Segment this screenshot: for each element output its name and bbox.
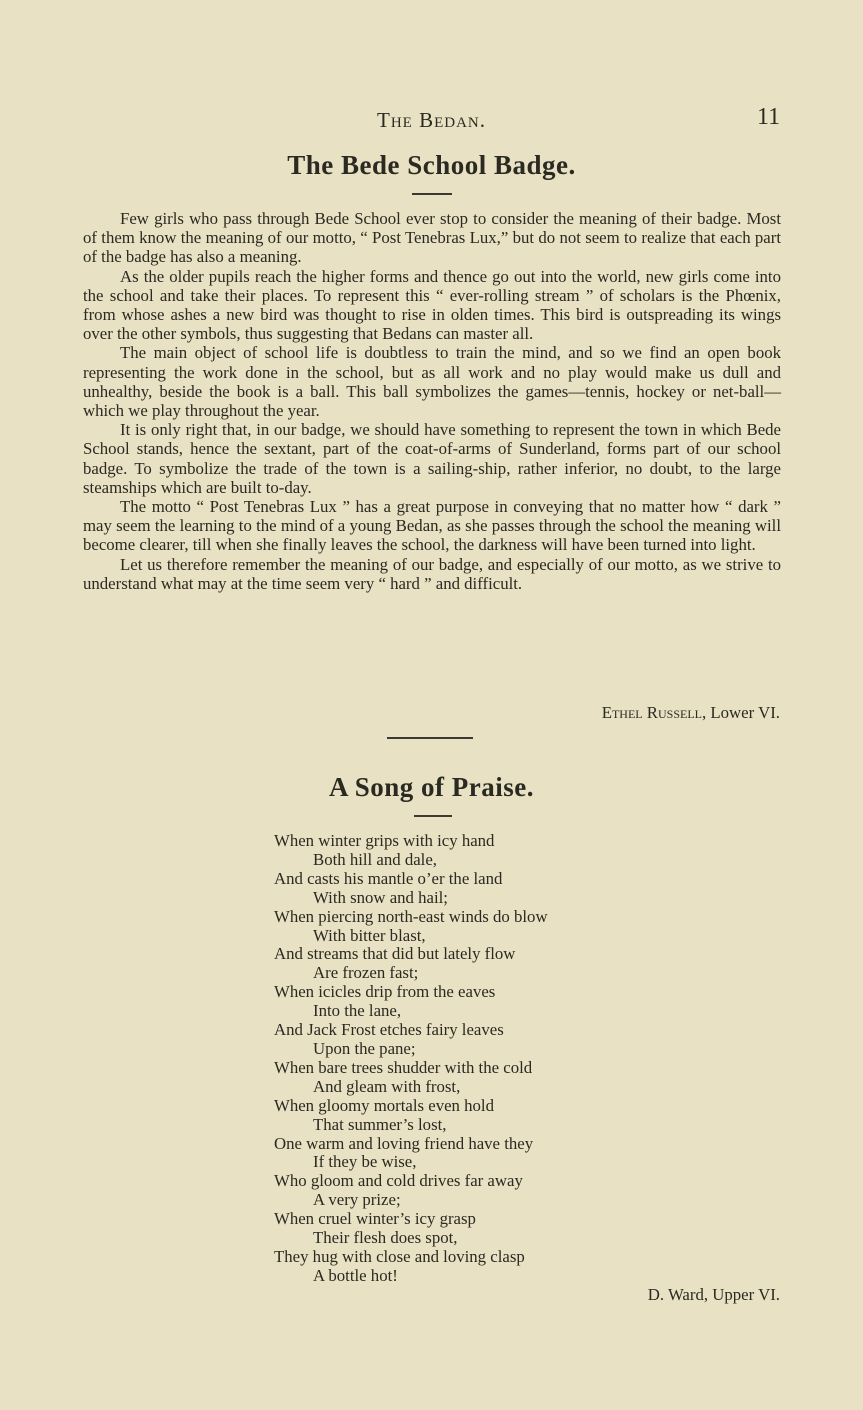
poem-line: When piercing north-east winds do blow	[274, 906, 548, 926]
essay-paragraph: As the older pupils reach the higher forms and thence go out into the world, new girls come into the school and take their places. To represent this “ ever-rolling stream ” of scholars is the Phœnix, from whose ashes a new bird was thought to rise in olden times. This bird is outspreading its wings over the other symbols, thus suggesting that Bedans can master all.	[83, 266, 781, 344]
poem-line: When cruel winter’s icy grasp	[274, 1209, 476, 1229]
poem-line: One warm and loving friend have they	[274, 1133, 534, 1153]
essay-paragraph: It is only right that, in our badge, we should have something to represent the town in which Bede School stands, hence the sextant, part of the coat-of-arms of Sunderland, forms part of our school badge. To symbolize the trade of the town is a sailing-ship, rather inferior, no doubt, to the large steamships which are built to-day.	[83, 420, 781, 497]
poem-line: That summer’s lost,	[313, 1114, 447, 1134]
poem	[274, 832, 794, 1286]
section-divider	[387, 737, 473, 739]
poem-line: And streams that did but lately flow	[274, 944, 516, 964]
poem-line: When bare trees shudder with the cold	[274, 1057, 533, 1077]
poem-line: A very prize;	[313, 1190, 401, 1210]
poem-line: Both hill and dale,	[313, 849, 437, 869]
essay-paragraph: Few girls who pass through Bede School ever stop to consider the meaning of their badge. Most of them know the meaning of our motto, “ Post Tenebras Lux,” but do not seem to realize that each part of the badge has also a meaning.	[83, 209, 781, 267]
running-head: The Bedan.	[377, 108, 486, 132]
poem-line: When winter grips with icy hand	[274, 831, 495, 850]
poem-line: They hug with close and loving clasp	[274, 1246, 525, 1266]
essay-signature	[0, 703, 780, 723]
author-form: , Lower VI.	[702, 703, 780, 722]
poem-line: When icicles drip from the eaves	[274, 982, 496, 1002]
title-rule	[414, 815, 452, 817]
essay-paragraph: The motto “ Post Tenebras Lux ” has a great purpose in conveying that no matter how “ dark ” may seem the learning to the mind of a young Bedan, as she passes through the school the meaning will become clearer, till when she finally leaves the school, the darkness will have been turned into light.	[83, 497, 781, 555]
poem-line: Are frozen fast;	[313, 963, 419, 983]
poem-line: Upon the pane;	[313, 1038, 416, 1058]
page-number: 11	[757, 104, 781, 130]
author-name: D. Ward	[647, 1285, 704, 1304]
article-title-badge: The Bede School Badge.	[287, 150, 576, 180]
poem-line: And Jack Frost etches fairy leaves	[274, 1020, 504, 1040]
poem-line: Into the lane,	[313, 1001, 402, 1021]
poem-line: And casts his mantle o’er the land	[274, 868, 503, 888]
poem-signature	[0, 1285, 780, 1305]
poem-line: And gleam with frost,	[313, 1076, 461, 1096]
article-title-song: A Song of Praise.	[328, 772, 534, 802]
poem-line: Their flesh does spot,	[313, 1228, 458, 1248]
poem-line: With bitter blast,	[313, 925, 426, 945]
essay-paragraph: The main object of school life is doubtless to train the mind, and so we find an open book representing the work done in the school, but as all work and no play would make us dull and unhealthy, beside the book is a ball. This ball symbolizes the games—tennis, hockey or net-ball—which we play throughout the year.	[83, 343, 781, 421]
title-rule	[412, 193, 452, 195]
essay-paragraph: Let us therefore remember the meaning of our badge, and especially of our motto, as we strive to understand what may at the time seem very “ hard ” and difficult.	[83, 554, 781, 593]
poem-line: If they be wise,	[313, 1152, 417, 1172]
author-form: , Upper VI.	[703, 1285, 780, 1304]
poem-line: A bottle hot!	[313, 1265, 398, 1285]
badge-essay	[83, 209, 781, 593]
poem-line: Who gloom and cold drives far away	[274, 1171, 523, 1191]
author-name: Ethel Russell	[601, 703, 703, 722]
poem-line: When gloomy mortals even hold	[274, 1095, 494, 1115]
poem-line: With snow and hail;	[313, 887, 448, 907]
